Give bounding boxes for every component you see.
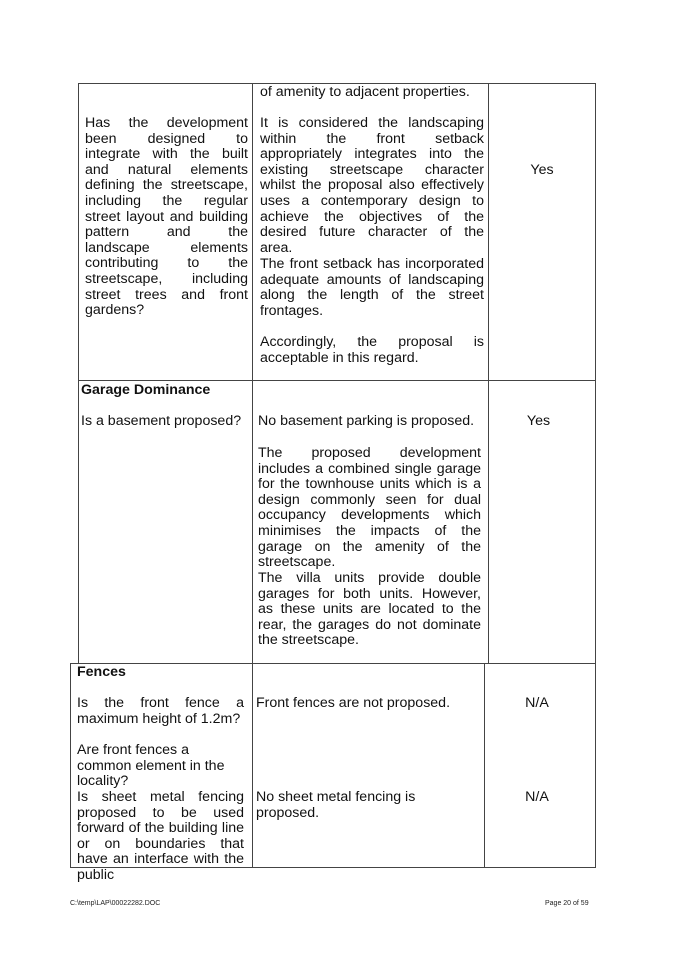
col-divider-2-lower xyxy=(484,663,485,867)
compliance-sheet-metal: N/A xyxy=(525,789,549,805)
section-heading-fences: Fences xyxy=(77,664,126,680)
col-left-border-upper xyxy=(78,83,79,663)
comment-no-sheet-metal: No sheet metal fencing is proposed. xyxy=(256,789,416,821)
comment-single-garage: The proposed development includes a combined single garage for the townhouse units which is a design commonly seen for dual occupancy developments which minimises the impacts of the garage on the amenity of the streetscape. xyxy=(258,445,481,571)
question-front-fence-height: Is the front fence a maximum height of 1.2m? xyxy=(77,695,244,727)
col-right-border xyxy=(595,83,596,867)
section-heading-garage-dominance: Garage Dominance xyxy=(81,382,211,398)
question-basement: Is a basement proposed? xyxy=(81,413,242,429)
compliance-streetscape: Yes xyxy=(530,162,554,178)
comment-front-setback: The front setback has incorporated adequate amounts of landscaping along the length of the street frontages. xyxy=(260,256,484,319)
compliance-basement: Yes xyxy=(526,413,551,429)
comment-landscaping: It is considered the landscaping within the front setback appropriately integrates into the existing streetscape character whilst the proposal also effectively uses a contemporary design to achieve the objectives of the desired future character of the area. xyxy=(260,115,484,256)
col-divider-1 xyxy=(252,83,253,867)
question-streetscape: Has the development been designed to integrate with the built and natural elements defining the streetscape, including the regular street layout and building pattern and the landscape elements contributing to the streetscape, including street trees and front gardens? xyxy=(85,115,248,319)
comment-continuation: of amenity to adjacent properties. xyxy=(260,84,470,100)
comment-no-front-fences: Front fences are not proposed. xyxy=(256,695,451,711)
comment-no-basement: No basement parking is proposed. xyxy=(258,413,475,429)
row-divider-fences xyxy=(70,663,596,664)
footer-page-number: Page 20 of 59 xyxy=(545,900,589,907)
comment-accordingly: Accordingly, the proposal is acceptable in this regard. xyxy=(260,334,484,366)
col-left-border-lower xyxy=(70,663,71,867)
comment-villa-garages: The villa units provide double garages for both units. However, as these units are located to the rear, the garages do not dominate the streetscape. xyxy=(258,570,481,649)
footer-file-path: C:\temp\LAP\00022282.DOC xyxy=(70,900,161,907)
row-divider-garage xyxy=(78,380,596,381)
compliance-front-fence: N/A xyxy=(525,695,549,711)
question-common-fences: Are front fences a common element in the locality? xyxy=(77,742,225,790)
question-sheet-metal-fencing: Is sheet metal fencing proposed to be used forward of the building line or on boundaries that have an interface with the public xyxy=(77,789,244,883)
